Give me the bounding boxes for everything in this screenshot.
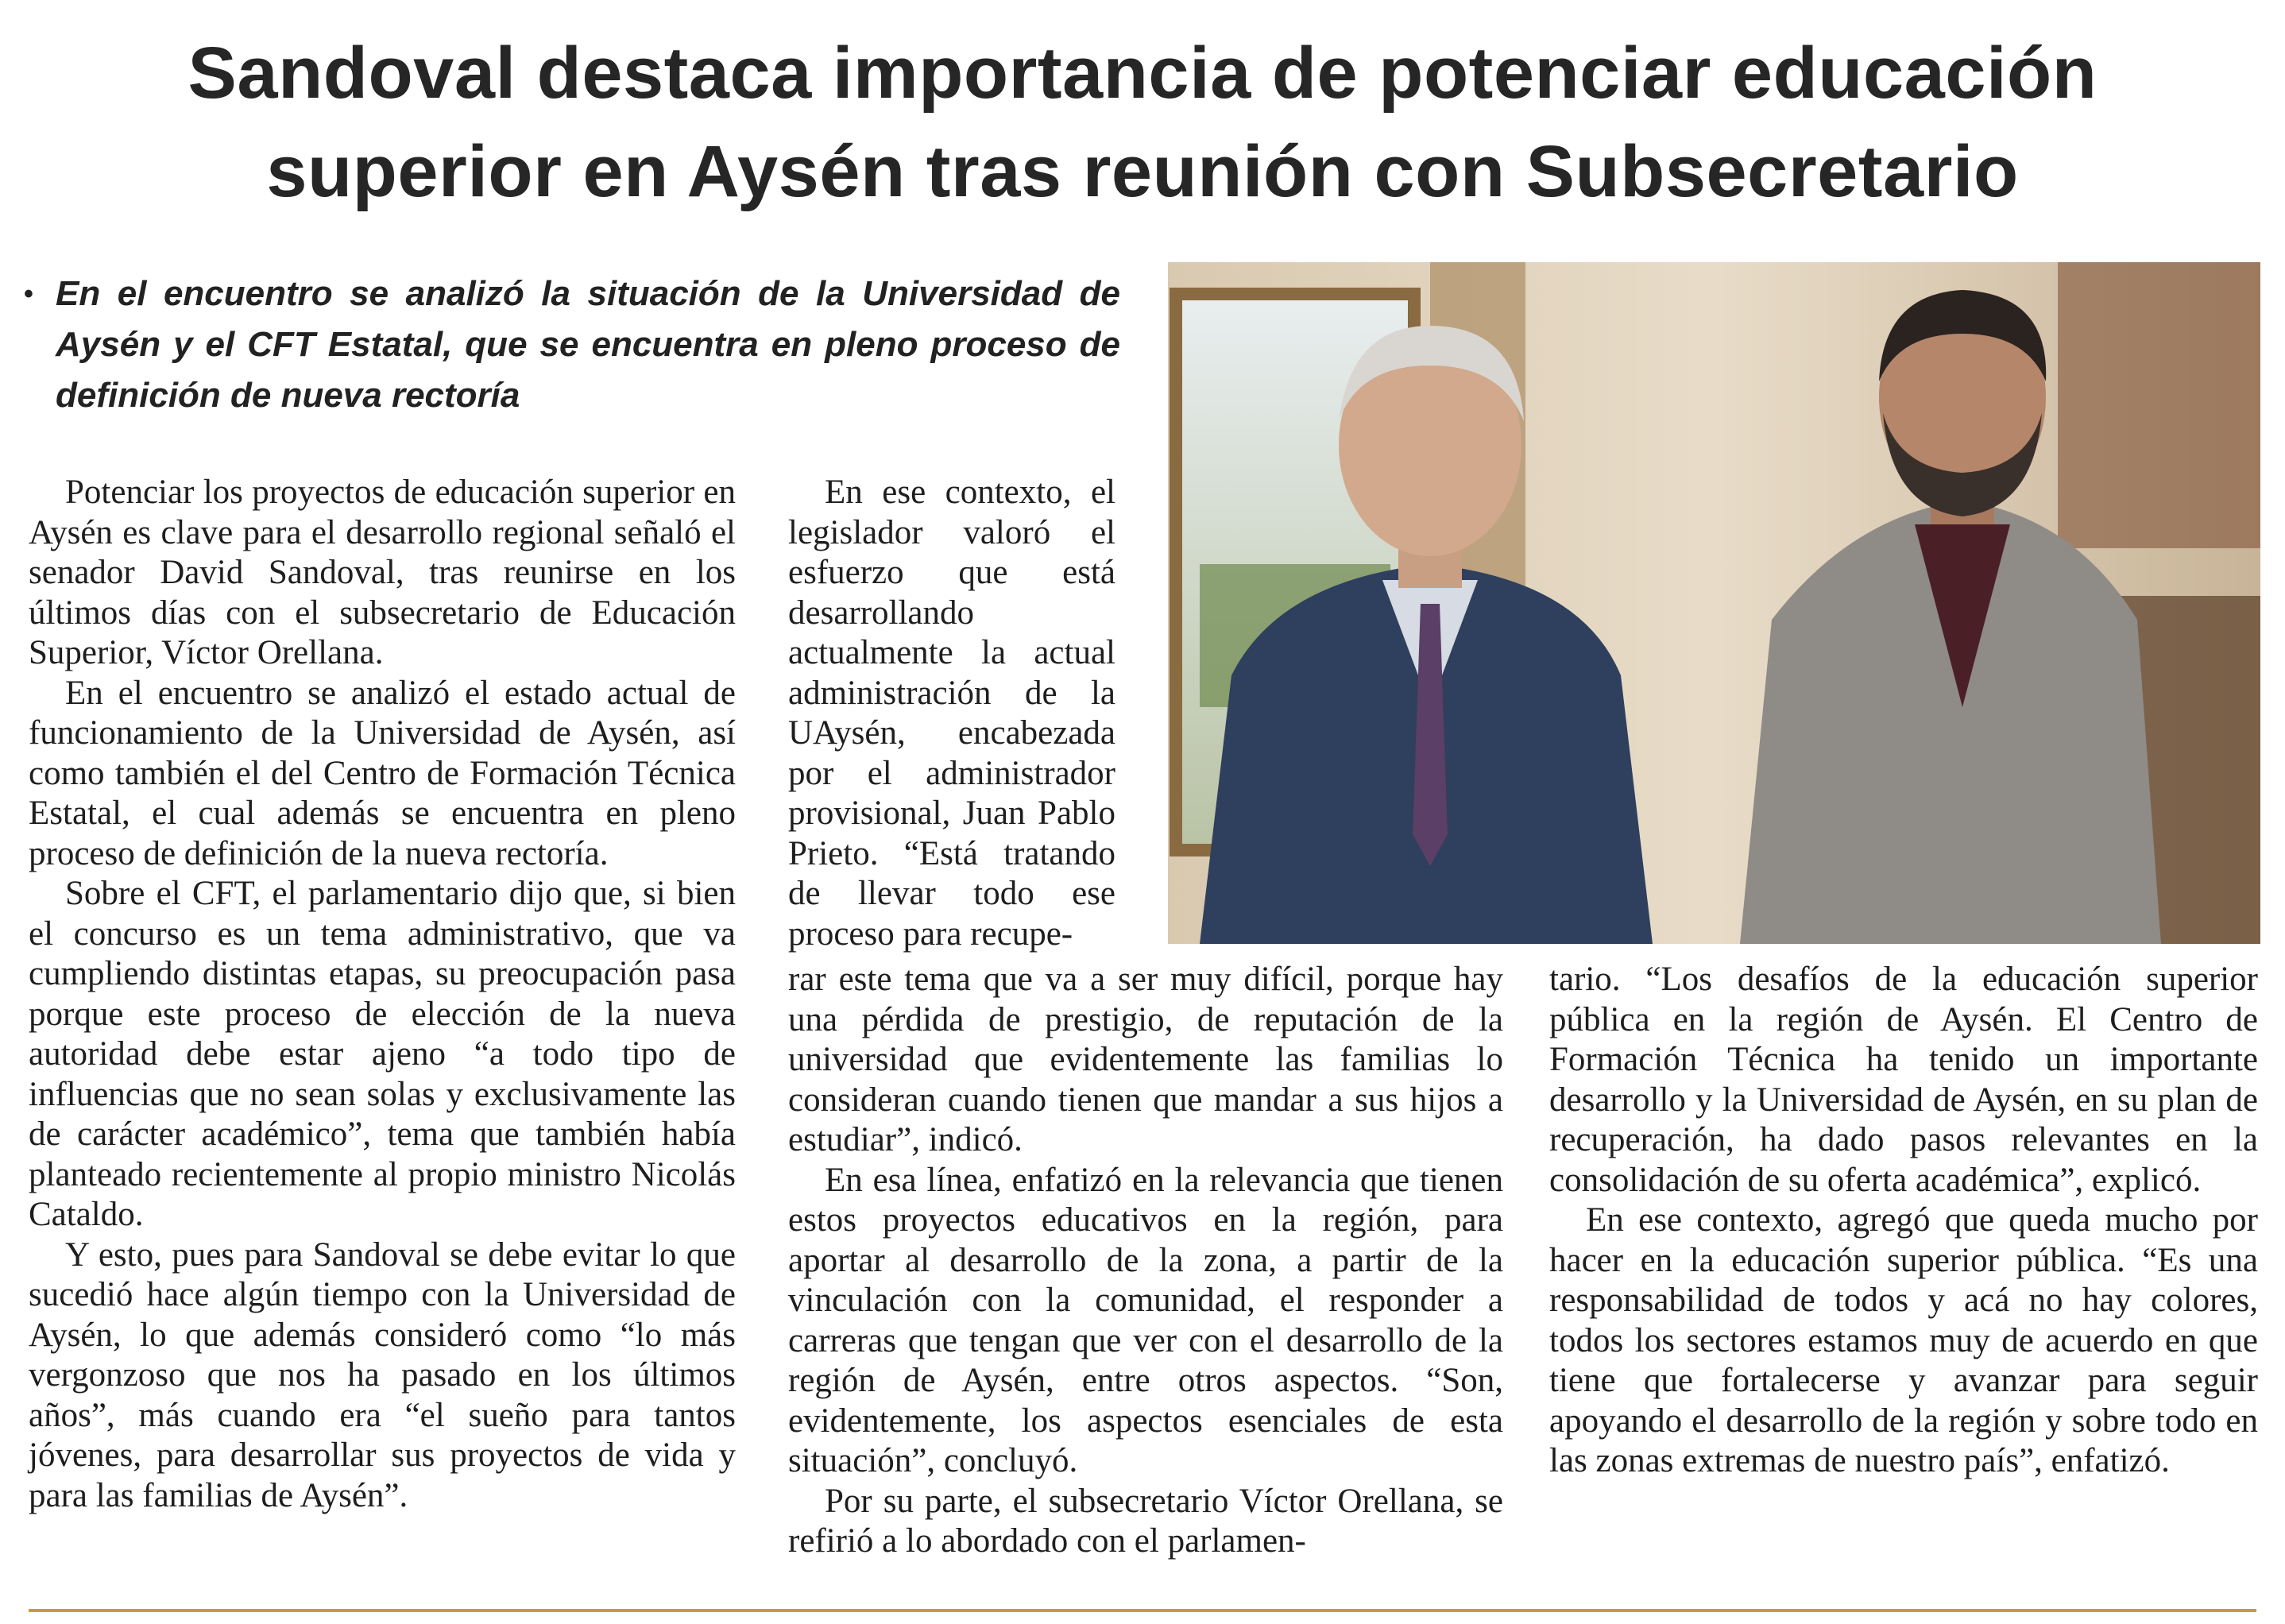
paragraph: Por su parte, el subsecretario Víctor Orellana, se refirió a lo abordado con el parlamen- <box>788 1482 1503 1560</box>
paragraph: En ese contexto, el legislador valoró el esfuerzo que está desarrollando actualmente la actual administración de la UAysén, encabezada por el administrador provisional, Juan Pablo Prieto. “Está tratando de llevar todo ese proceso para recupe- <box>788 474 1115 953</box>
paragraph: Sobre el CFT, el parlamentario dijo que, si bien el concurso es un tema administrativo, que va cumpliendo distintas etapas, su preocupación pasa porque este proceso de elección de la nueva autoridad debe estar ajeno “a todo tipo de influencias que no sean solas y exclusivamente las de carácter académico”, tema que también había planteado recientemente al propio ministro Nicolás Cataldo. <box>29 875 736 1233</box>
subheadline <box>24 269 1120 421</box>
article-column-2-bottom <box>788 960 1503 1562</box>
paragraph: En el encuentro se analizó el estado actual de funcionamiento de la Universidad de Aysén, así como también el del Centro de Formación Técnica Estatal, el cual además se encuentra en pleno proceso de definición de la nueva rectoría. <box>29 674 736 872</box>
paragraph: En ese contexto, agregó que queda mucho por hacer en la educación superior pública. “Es una responsabilidad de todos y acá no hay colores, todos los sectores estamos muy de acuerdo en que tiene que fortalecerse y avanzar para seguir apoyando el desarrollo de la región y sobre todo en las zonas extremas de nuestro país”, enfatizó. <box>1549 1201 2258 1479</box>
bottom-rule <box>29 1609 2256 1612</box>
paragraph-continued: rar este tema que va a ser muy difícil, porque hay una pérdida de prestigio, de reputación de la universidad que evidentemente las familias lo consideran cuando tienen que mandar a sus hijos a estudiar”, indicó. <box>788 961 1503 1158</box>
article-column-2-top <box>788 473 1115 954</box>
article-column-1 <box>29 473 736 1516</box>
paragraph-continued: tario. “Los desafíos de la educación superior pública en la región de Aysén. El Centro de Formación Técnica ha tenido un importante desarrollo y la Universidad de Aysén, en su plan de recuperación, ha dado pasos relevantes en la consolidación de su oferta académica”, explicó. <box>1549 961 2258 1199</box>
headline <box>32 24 2253 221</box>
paragraph: Y esto, pues para Sandoval se debe evitar lo que sucedió hace algún tiempo con la Universidad de Aysén, lo que además consideró como “lo más vergonzoso que nos ha pasado en los últimos años”, más cuando era “el sueño para tantos jóvenes, para desarrollar sus proyectos de vida y para las familias de Aysén”. <box>29 1235 736 1514</box>
paragraph: En esa línea, enfatizó en la relevancia que tienen estos proyectos educativos en la región, para aportar al desarrollo de la zona, a partir de la vinculación con la comunidad, el responder a carreras que tengan que ver con el desarrollo de la región de Aysén, entre otros aspectos. “Son, evidentemente, los aspectos esenciales de esta situación”, concluyó. <box>788 1161 1503 1479</box>
photo-illustration <box>1168 262 2260 944</box>
headline-line-1: Sandoval destaca importancia de potenciar educación <box>188 33 2097 114</box>
article-column-3 <box>1549 960 2258 1482</box>
bullet-icon: • <box>24 279 33 309</box>
article-photo <box>1168 262 2260 944</box>
subheadline-text: En el encuentro se analizó la situación de la Universidad de Aysén y el CFT Estatal, que se encuentra en pleno proceso de definición de nueva rectoría <box>56 274 1120 415</box>
paragraph: Potenciar los proyectos de educación superior en Aysén es clave para el desarrollo regional señaló el senador David Sandoval, tras reunirse en los últimos días con el subsecretario de Educación Superior, Víctor Orellana. <box>29 474 736 671</box>
headline-line-2: superior en Aysén tras reunión con Subsecretario <box>266 131 2019 212</box>
